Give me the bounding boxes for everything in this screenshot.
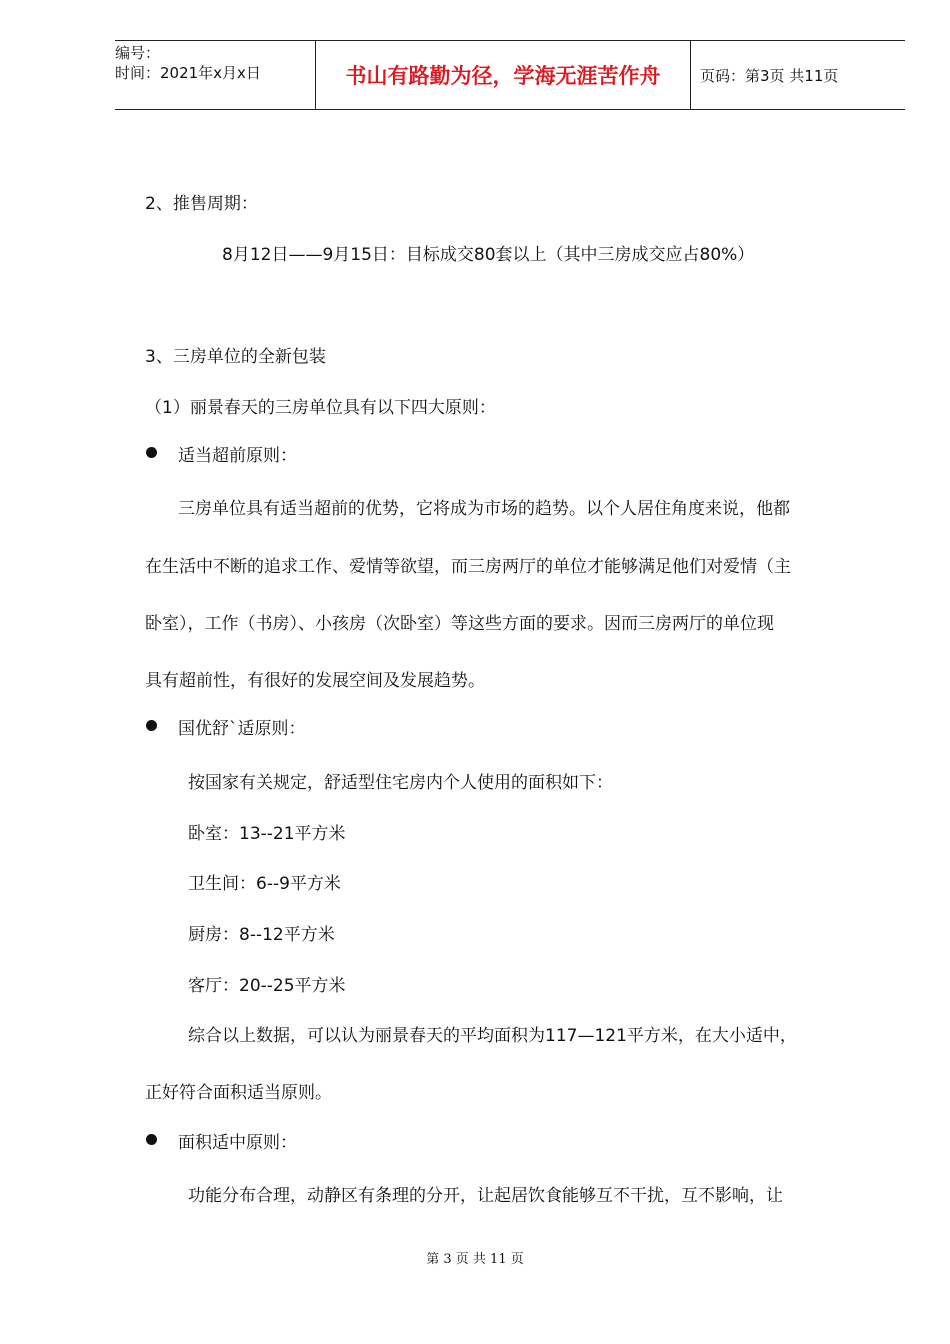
sale-period-line: 8月12日——9月15日：目标成交80套以上（其中三房成交应占80%） [222, 245, 755, 265]
principle-1-title: 适当超前原则： [178, 446, 297, 466]
section-2-heading: 2、推售周期： [145, 194, 258, 214]
bullet-icon [146, 1134, 157, 1145]
area-living-room: 客厅：20--25平方米 [188, 976, 346, 996]
section-3-heading: 3、三房单位的全新包装 [145, 347, 326, 367]
paragraph-line: 正好符合面积适当原则。 [145, 1083, 332, 1103]
paragraph-line: 按国家有关规定，舒适型住宅房内个人使用的面积如下： [188, 773, 613, 793]
header-page-info: 页码：第3页 共11页 [700, 66, 839, 85]
number-label: 编号： [115, 44, 161, 62]
header-slogan: 书山有路勤为径，学海无涯苦作舟 [315, 41, 691, 109]
paragraph-line: 卧室），工作（书房）、小孩房（次卧室）等这些方面的要求。因而三房两厅的单位现 [145, 614, 774, 634]
principles-intro: （1）丽景春天的三房单位具有以下四大原则： [145, 398, 496, 418]
area-kitchen: 厨房：8--12平方米 [188, 925, 335, 945]
paragraph-line: 综合以上数据，可以认为丽景春天的平均面积为117—121平方米，在大小适中， [188, 1026, 797, 1046]
time-label: 时间：2021年x月x日 [115, 64, 261, 82]
principle-2-title: 国优舒`适原则： [178, 719, 306, 739]
area-bedroom: 卧室：13--21平方米 [188, 824, 346, 844]
bullet-icon [146, 720, 157, 731]
paragraph-line: 在生活中不断的追求工作、爱情等欲望，而三房两厅的单位才能够满足他们对爱情（主 [145, 557, 791, 577]
paragraph-line: 具有超前性，有很好的发展空间及发展趋势。 [145, 671, 485, 691]
principle-3-title: 面积适中原则： [178, 1133, 297, 1153]
page-footer: 第 3 页 共 11 页 [426, 1252, 524, 1267]
area-bathroom: 卫生间：6--9平方米 [188, 874, 341, 894]
paragraph-line: 三房单位具有适当超前的优势，它将成为市场的趋势。以个人居住角度来说，他都 [178, 499, 790, 519]
page-header [115, 40, 905, 110]
bullet-icon [146, 447, 157, 458]
header-meta [115, 41, 315, 111]
paragraph-line: 功能分布合理，动静区有条理的分开，让起居饮食能够互不干扰，互不影响，让 [188, 1186, 783, 1206]
